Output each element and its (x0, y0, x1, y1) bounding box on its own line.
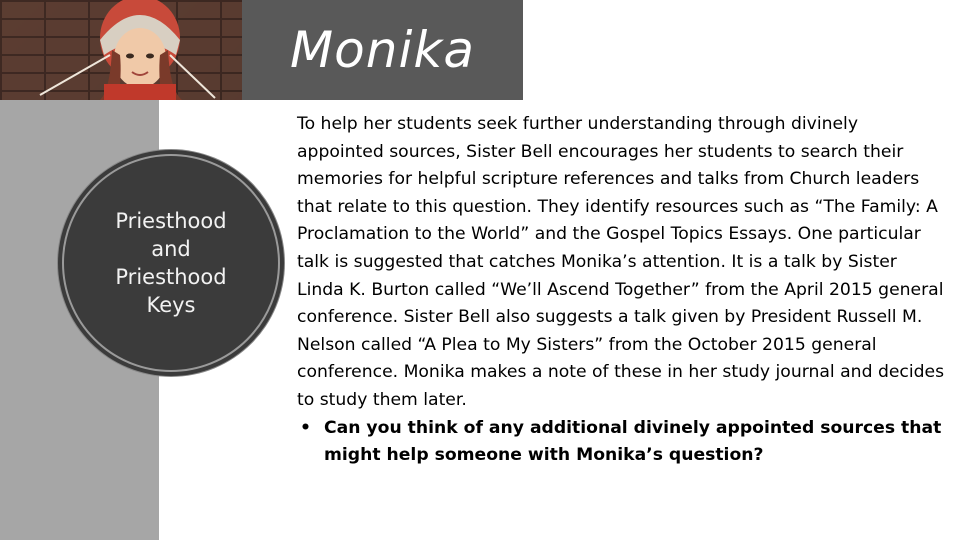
topic-label: Priesthood and Priesthood Keys (115, 209, 227, 317)
girl-portrait-image (0, 0, 242, 100)
topic-circle-ring (62, 154, 280, 372)
question-bullet (297, 415, 947, 470)
title-bar (242, 0, 523, 100)
story-paragraph: To help her students seek further understanding through divinely appointed sources, Sister Bell encourages her students to search their memories for helpful scripture references and talks from Church leaders that relate to this question. They identify resources such as “The Family: A Proclamation to the World” and the Gospel Topics Essays. One particular talk is suggested that catches Monika’s attention. It is a talk by Sister Linda K. Burton called “We’ll Ascend Together” from the April 2015 general conference. Sister Bell also suggests a talk given by President Russell M. Nelson called “A Plea to My Sisters” from the October 2015 general conference. Monika makes a note of these in her study journal and decides to study them later. (297, 114, 945, 410)
page-title: Monika (290, 21, 475, 79)
question-text: Can you think of any additional divinely appointed sources that might help someone with Monika’s question? (324, 417, 942, 466)
bullet-marker: • (300, 417, 311, 438)
body-text (297, 111, 947, 470)
header-photo (0, 0, 242, 100)
